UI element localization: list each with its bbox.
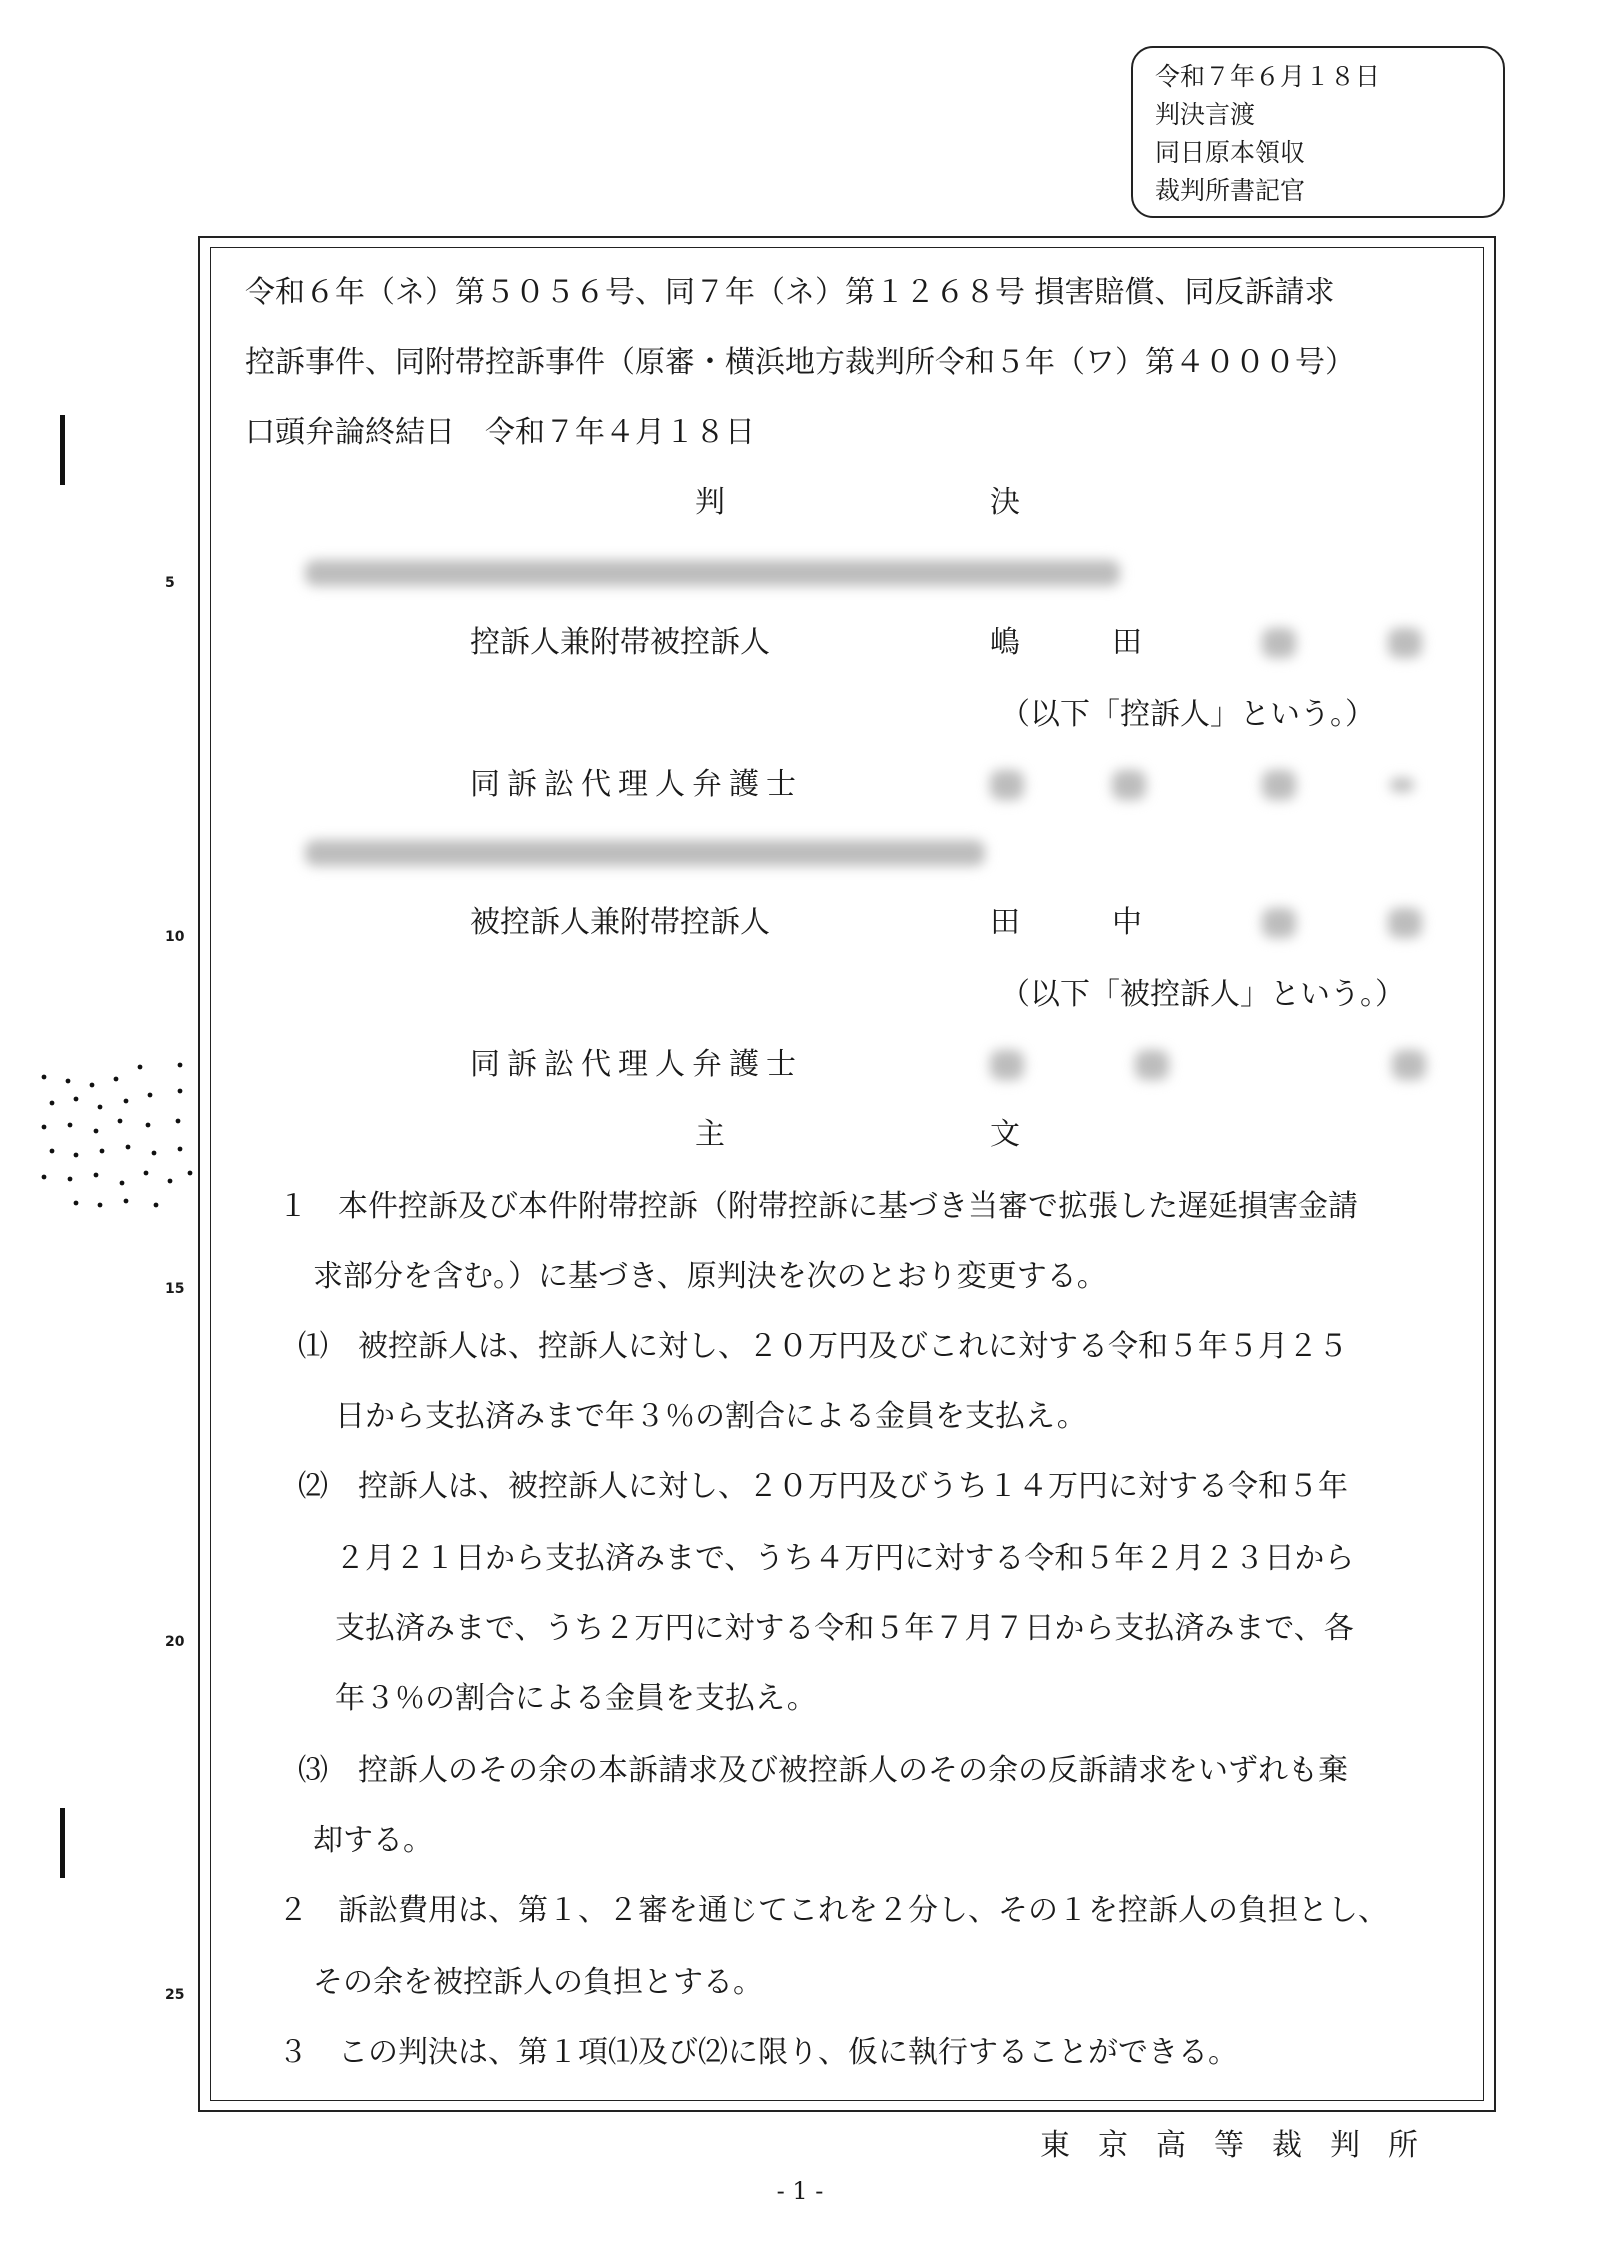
judgment-paragraph-2: ２ 訴訟費用は、第１、２審を通じてこれを２分し、その１を控訴人の負担とし、 [278,1893,1388,1928]
court-name: 東京高等裁判所 [1040,2128,1446,2163]
judgment-subitem-2: 年３％の割合による金員を支払え。 [335,1681,817,1716]
line-number: 15 [165,1281,185,1297]
line-number: 10 [165,929,185,945]
redacted-name [990,770,1024,800]
redacted-name [1390,778,1414,792]
judgment-subitem-2: 支払済みまで、うち２万円に対する令和５年７月７日から支払済みまで、各 [335,1611,1354,1646]
redacted-name [1262,770,1296,800]
appellant-name-char: 田 [1112,625,1142,660]
punch-dots-mark [30,1055,200,1225]
judgment-subitem-1: ⑴ 被控訴人は、控訴人に対し、２０万円及びこれに対する令和５年５月２５ [298,1329,1348,1364]
document-title-right: 決 [990,485,1020,520]
judgment-subitem-3: 却する。 [313,1823,433,1858]
stamp-date: 令和７年６月１８日 [1155,62,1381,91]
redacted-name [1135,1050,1169,1080]
redacted-name [1388,908,1422,938]
document-title-left: 判 [695,485,725,520]
judgment-paragraph-1: １ 本件控訴及び本件附帯控訴（附帯控訴に基づき当審で拡張した遅延損害金請 [278,1189,1358,1224]
appellant-role: 控訴人兼附帯被控訴人 [470,625,770,660]
hearing-concluded-date: 口頭弁論終結日 令和７年４月１８日 [245,415,755,450]
case-header-line: 控訴事件、同附帯控訴事件（原審・横浜地方裁判所令和５年（ワ）第４０００号） [245,345,1355,380]
line-number: 20 [165,1634,185,1650]
respondent-alias: （以下「被控訴人」という。） [1000,977,1405,1012]
stamp-original-received: 同日原本領収 [1155,138,1306,167]
main-text-heading-left: 主 [695,1117,725,1152]
judgment-subitem-1: 日から支払済みまで年３％の割合による金員を支払え。 [335,1399,1087,1434]
respondent-role: 被控訴人兼附帯控訴人 [470,905,770,940]
judgment-paragraph-3: ３ この判決は、第１項⑴及び⑵に限り、仮に執行することができる。 [278,2035,1238,2070]
page-number: - 1 - [776,2177,824,2205]
judgment-paragraph-1: 求部分を含む。）に基づき、原判決を次のとおり変更する。 [313,1259,1107,1294]
respondent-name-char: 中 [1112,905,1142,940]
redacted-name [1112,770,1146,800]
redacted-name [1262,908,1296,938]
line-number: 5 [165,575,175,591]
case-header-line: 令和６年（ネ）第５０５６号、同７年（ネ）第１２６８号 損害賠償、同反訴請求 [245,275,1335,310]
judgment-subitem-2: ２月２１日から支払済みまで、うち４万円に対する令和５年２月２３日から [335,1541,1355,1576]
judgment-paragraph-2: その余を被控訴人の負担とする。 [313,1965,763,2000]
redacted-name [990,1050,1024,1080]
redacted-name [1392,1050,1426,1080]
appellant-name-char: 嶋 [990,625,1020,660]
judgment-subitem-3: ⑶ 控訴人のその余の本訴請求及び被控訴人のその余の反訴請求をいずれも棄 [298,1753,1348,1788]
stamp-pronounced: 判決言渡 [1155,100,1256,129]
appellant-counsel-role: 同訴訟代理人弁護士 [470,767,803,802]
respondent-counsel-role: 同訴訟代理人弁護士 [470,1047,803,1082]
margin-bar-mark [60,1808,65,1878]
judgment-subitem-2: ⑵ 控訴人は、被控訴人に対し、２０万円及びうち１４万円に対する令和５年 [298,1469,1348,1504]
redacted-address [305,560,1120,586]
line-number: 25 [165,1987,185,2003]
appellant-alias: （以下「控訴人」という。） [1000,697,1375,732]
redacted-name [1388,628,1422,658]
redacted-address [305,840,985,866]
stamp-clerk: 裁判所書記官 [1155,176,1306,205]
respondent-name-char: 田 [990,905,1020,940]
margin-bar-mark [60,415,65,485]
receipt-stamp [1131,46,1505,218]
main-text-heading-right: 文 [990,1117,1020,1152]
redacted-name [1262,628,1296,658]
